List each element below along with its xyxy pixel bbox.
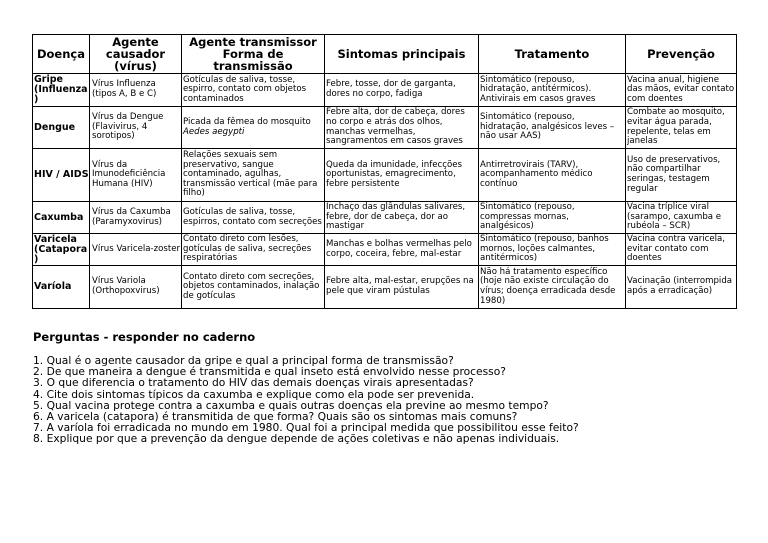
question-item: 4. Cite dois sintomas típicos da caxumba e explique como ela pode ser prevenida. — [33, 387, 475, 401]
table-row — [33, 74, 737, 107]
question-item: 7. A varíola foi erradicada no mundo em 1980. Qual foi a principal medida que possibilitou esse feito? — [33, 421, 579, 435]
cell-agent: Vírus Variola (Orthopoxvirus) — [90, 266, 182, 309]
cell-prevention: Uso de preservativos, não compartilhar seringas, testagem regular — [626, 149, 737, 202]
cell-treatment: Sintomático (repouso, hidratação, antitérmicos). Antivirais em casos graves — [479, 74, 626, 107]
cell-treatment: Antirretrovirais (TARV), acompanhamento médico contínuo — [479, 149, 626, 202]
transmission-text: Gotículas de saliva, tosse, espirros, contato com secreções — [183, 206, 322, 227]
cell-prevention: Vacina contra varicela, evitar contato com doentes — [626, 234, 737, 266]
cell-symptoms: Inchaço das glândulas salivares, febre, dor de cabeça, dor ao mastigar — [325, 202, 479, 234]
header-agent: Agente causador (vírus) — [90, 35, 182, 74]
cell-disease: Varicela (Catapora) — [33, 234, 90, 266]
question-item: 3. O que diferencia o tratamento do HIV das demais doenças virais apresentadas? — [33, 376, 474, 390]
header-prevention: Prevenção — [626, 35, 737, 74]
cell-treatment: Sintomático (repouso, compressas mornas, analgésicos) — [479, 202, 626, 234]
cell-disease: Gripe (Influenza) — [34, 74, 88, 105]
questions-list — [33, 355, 743, 445]
diseases-table — [32, 34, 737, 309]
cell-treatment: Sintomático (repouso, hidratação, analgésicos leves – não usar AAS) — [479, 107, 626, 149]
cell-symptoms: Febre, tosse, dor de garganta, dores no corpo, fadiga — [325, 74, 479, 107]
cell-transmission — [182, 234, 325, 266]
transmission-vector: Aedes aegypti — [183, 126, 245, 137]
transmission-text: Picada da fêmea do mosquito — [183, 116, 311, 127]
cell-prevention: Vacina anual, higiene das mãos, evitar contato com doentes — [626, 74, 737, 107]
header-disease: Doença — [33, 35, 90, 74]
cell-prevention: Vacinação (interrompida após a erradicação) — [626, 266, 737, 309]
header-symptoms: Sintomas principais — [325, 35, 479, 74]
cell-prevention: Combate ao mosquito, evitar água parada, repelente, telas em janelas — [626, 107, 737, 149]
transmission-text: Contato direto com lesões, gotículas de saliva, secreções respiratórias — [183, 234, 312, 264]
cell-disease: Dengue — [33, 107, 90, 149]
cell-treatment: Não há tratamento específico (hoje não existe circulação do vírus; doença erradicada desde 1980) — [479, 266, 626, 309]
transmission-text: Relações sexuais sem preservativo, sangue contaminado, agulhas, transmissão vertical (mãe para filho) — [183, 150, 318, 199]
header-treatment: Tratamento — [479, 35, 626, 74]
cell-disease: Caxumba — [33, 202, 90, 234]
cell-agent: Vírus da Imunodeficiência Humana (HIV) — [90, 149, 182, 202]
cell-agent: Vírus da Dengue (Flavivirus, 4 sorotipos) — [90, 107, 182, 149]
table-row — [33, 202, 737, 234]
cell-transmission — [182, 107, 325, 149]
cell-agent: Vírus Influenza (tipos A, B e C) — [90, 74, 182, 107]
question-item: 6. A varicela (catapora) é transmitida de que forma? Quais são os sintomas mais comuns? — [33, 410, 518, 424]
transmission-text: Contato direto com secreções, objetos contaminados, inalação de gotículas — [183, 271, 320, 301]
cell-agent: Vírus Varicela-zoster — [90, 234, 182, 266]
cell-transmission — [182, 149, 325, 202]
table-row — [33, 234, 737, 266]
cell-symptoms: Febre alta, dor de cabeça, dores no corpo e atrás dos olhos, manchas vermelhas, sangramentos em casos graves — [325, 107, 479, 149]
table-row — [33, 107, 737, 149]
transmission-text: Gotículas de saliva, tosse, espirro, contato com objetos contaminados — [183, 74, 307, 104]
question-item: 1. Qual é o agente causador da gripe e qual a principal forma de transmissão? — [33, 354, 454, 367]
cell-disease: Varíola — [33, 266, 90, 309]
cell-disease: HIV / AIDS — [33, 149, 90, 202]
cell-treatment: Sintomático (repouso, banhos mornos, loções calmantes, antitérmicos) — [479, 234, 626, 266]
table-row — [33, 149, 737, 202]
question-item: 2. De que maneira a dengue é transmitida e qual inseto está envolvido nesse processo? — [33, 365, 506, 379]
cell-agent: Vírus da Caxumba (Paramyxovirus) — [90, 202, 182, 234]
cell-symptoms: Febre alta, mal-estar, erupções na pele que viram pústulas — [325, 266, 479, 309]
cell-symptoms: Manchas e bolhas vermelhas pelo corpo, coceira, febre, mal-estar — [325, 234, 479, 266]
questions-title: Perguntas - responder no caderno — [33, 330, 256, 344]
question-item: 5. Qual vacina protege contra a caxumba e quais outras doenças ela previne ao mesmo tempo? — [33, 398, 549, 412]
questions-section — [33, 331, 743, 445]
table-header-row — [33, 35, 737, 74]
question-item: 8. Explique por que a prevenção da dengue depende de ações coletivas e não apenas individuais. — [33, 432, 560, 446]
cell-transmission — [182, 202, 325, 234]
table-row — [33, 266, 737, 309]
cell-symptoms: Queda da imunidade, infecções oportunistas, emagrecimento, febre persistente — [325, 149, 479, 202]
cell-transmission — [182, 74, 325, 107]
header-transmission: Agente transmissor Forma de transmissão — [182, 35, 325, 74]
cell-prevention: Vacina tríplice viral (sarampo, caxumba e rubéola – SCR) — [626, 202, 737, 234]
cell-transmission — [182, 266, 325, 309]
